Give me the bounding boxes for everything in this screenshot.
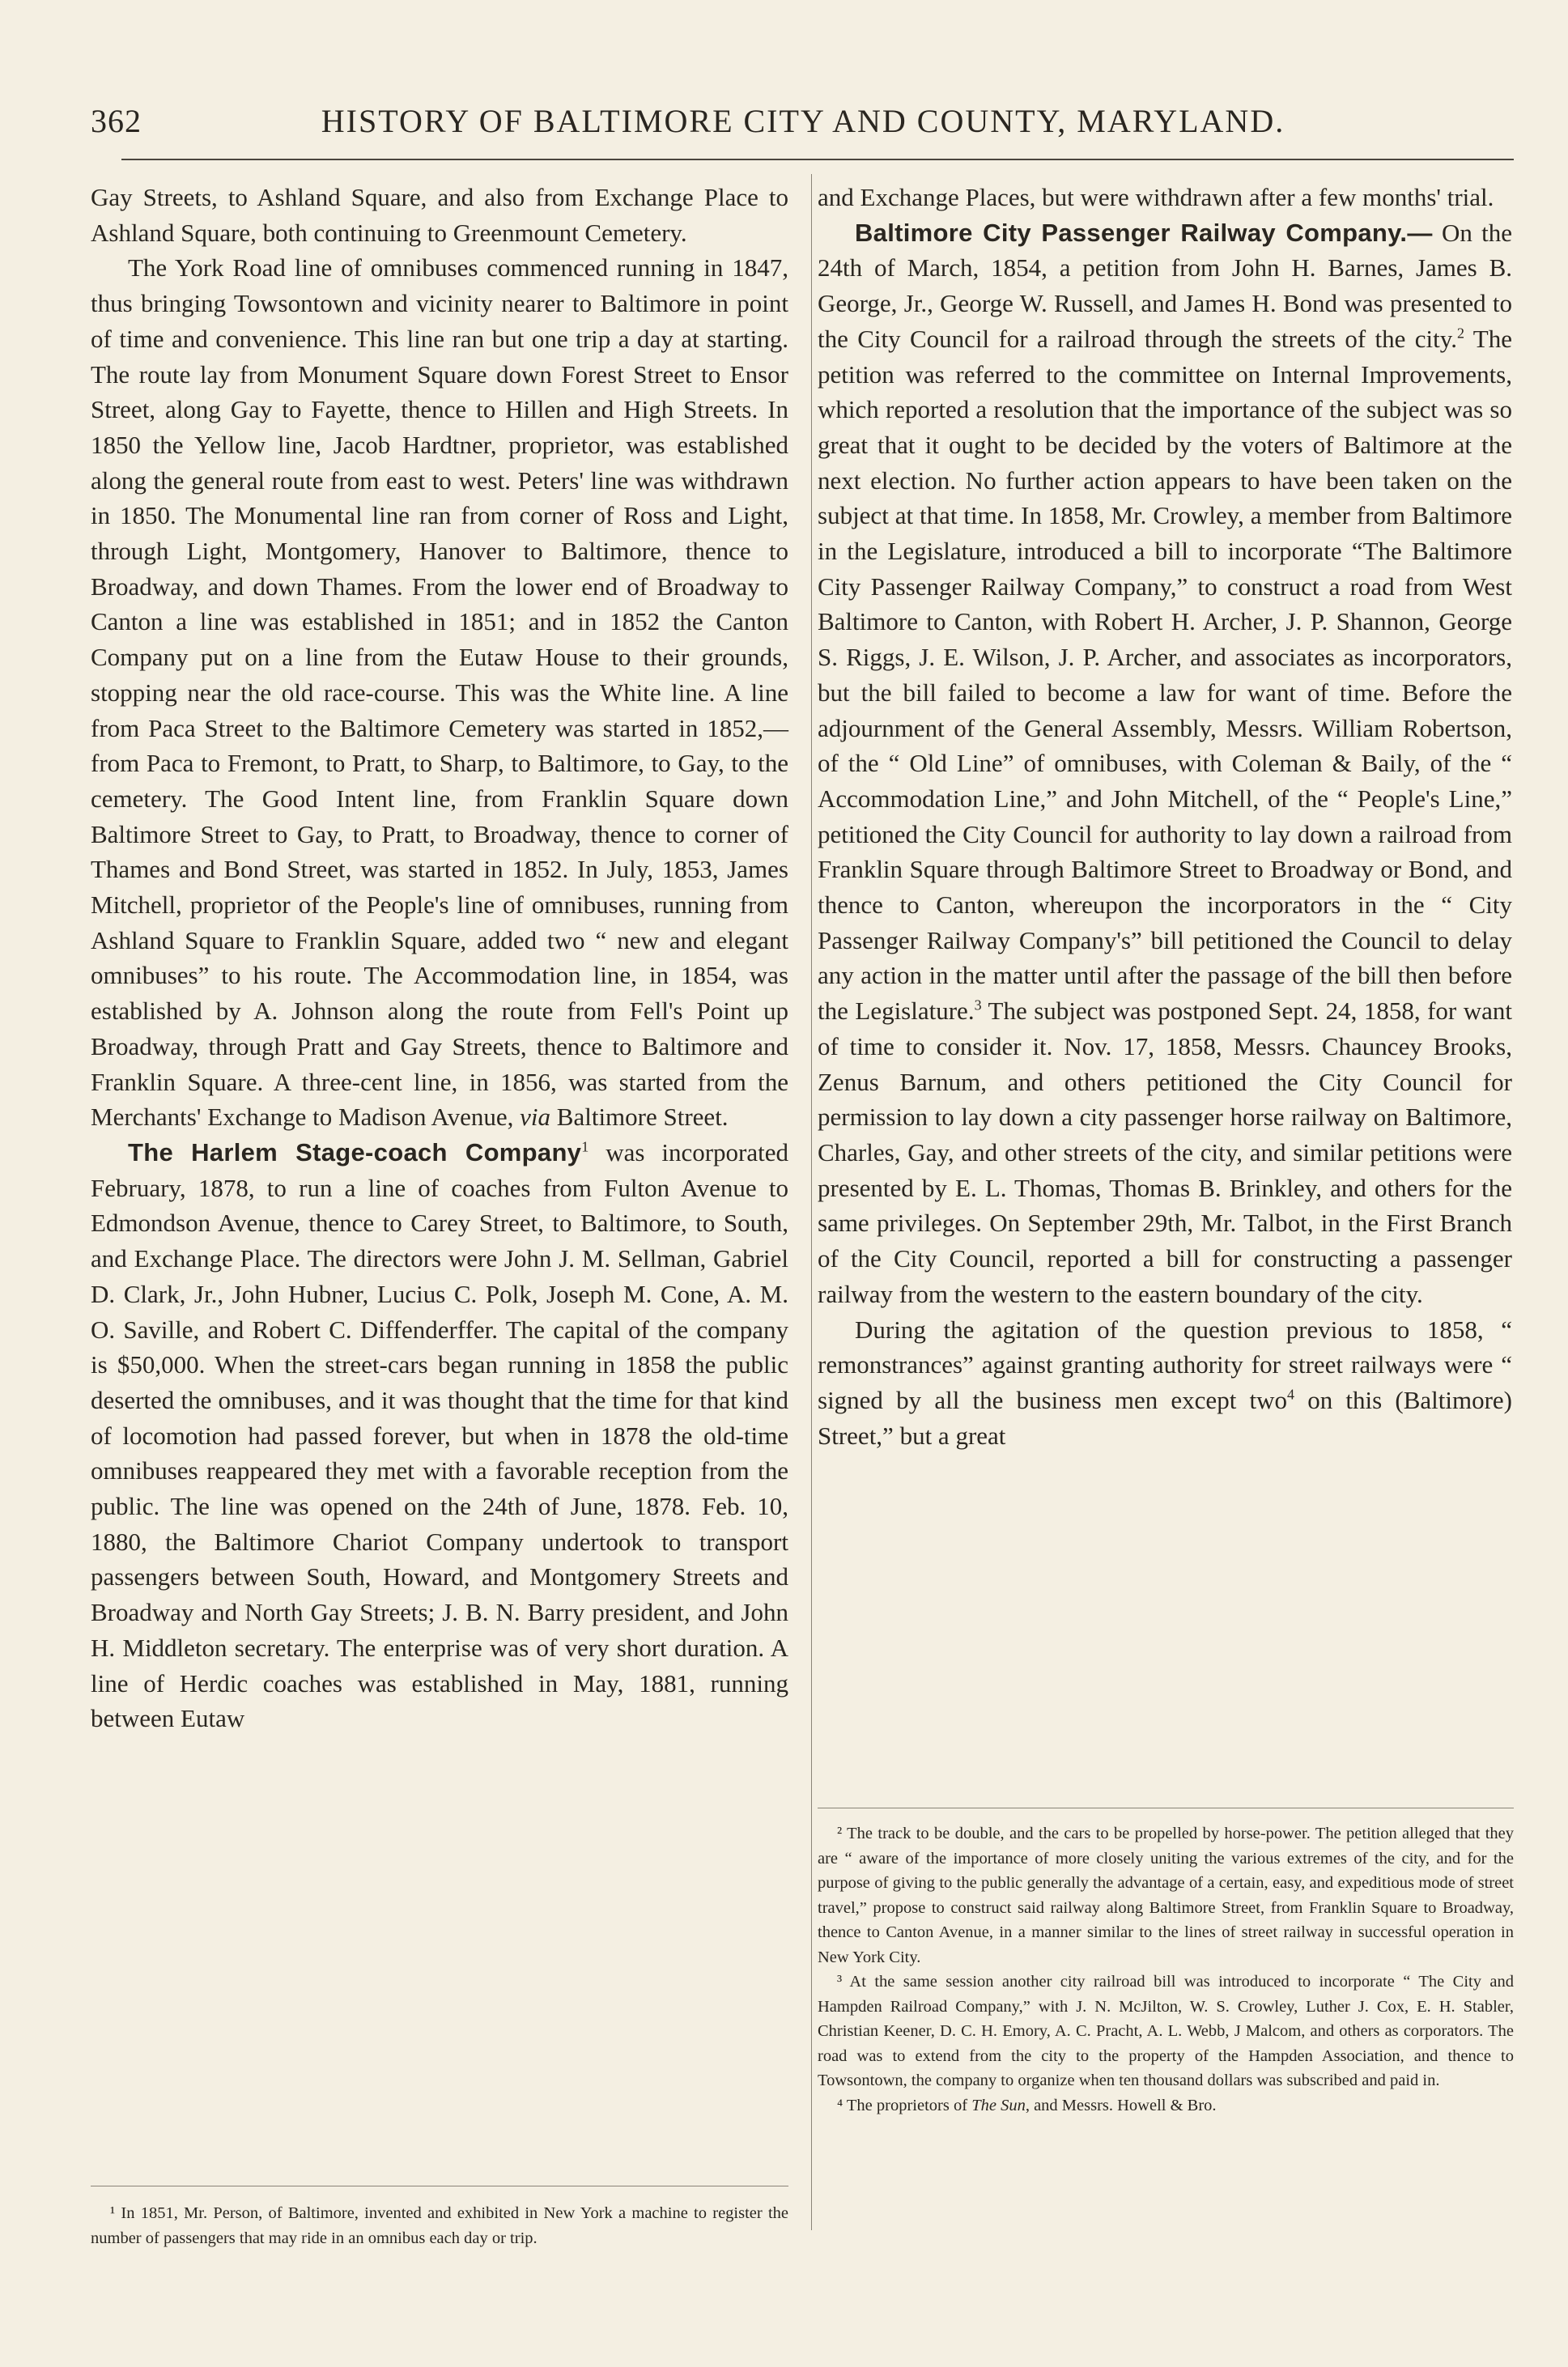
footnote-ref: 2 <box>1457 325 1464 342</box>
paragraph <box>91 250 788 1135</box>
running-title: HISTORY OF BALTIMORE CITY AND COUNTY, MARYLAND. <box>321 103 1285 139</box>
footnote: ¹ In 1851, Mr. Person, of Baltimore, invented and exhibited in New York a machine to register the number of passengers that may ride in an omnibus each day or trip. <box>91 2204 788 2247</box>
right-column <box>818 180 1512 1453</box>
footnote-ref: 1 <box>581 1138 589 1155</box>
footnotes-left <box>91 2186 788 2250</box>
footnote <box>818 2093 1514 2118</box>
section-heading: Baltimore City Passenger Railway Company.— <box>855 218 1433 247</box>
paragraph <box>91 1135 788 1736</box>
paragraph <box>818 1312 1512 1454</box>
paragraph <box>818 215 1512 1312</box>
italic-text: via <box>520 1103 551 1132</box>
text-run: The York Road line of omnibuses commenced running in 1847, thus bringing Towsontown and vicinity nearer to Baltimore in point of time and convenience. This line ran but one trip a day at starting. The route lay from Monument Square down Forest Street to Ensor Street, along Gay to Fayette, thence to Hillen and High Streets. In 1850 the Yellow line, Jacob Hardtner, proprietor, was established along the general route from east to west. Peters' line was withdrawn in 1850. The Monumental line ran from corner of Ross and Light, through Light, Montgomery, Hanover to Baltimore, thence to Broadway, and down Thames. From the lower end of Broadway to Canton a line was established in 1851; and in 1852 the Canton Company put on a line from the Eutaw House to their grounds, stopping near the old race-course. This was the White line. A line from Paca Street to the Baltimore Cemetery was started in 1852,—from Paca to Fremont, to Pratt, to Sharp, to Baltimore, to Gay, to the cemetery. The Good Intent line, from Franklin Square down Baltimore Street to Gay, to Pratt, to Broadway, thence to corner of Thames and Bond Street, was started in 1852. In July, 1853, James Mitchell, proprietor of the People's line of omnibuses, running from Ashland Square to Franklin Square, added two “ new and elegant omnibuses” to his route. The Accommodation line, in 1854, was established by A. Johnson along the route from Fell's Point up Broadway, through Pratt and Gay Streets, thence to Baltimore and Franklin Square. A three-cent line, in 1856, was started from the Merchants' Exchange to Madison Avenue, <box>91 253 788 1132</box>
page-number: 362 <box>91 103 142 139</box>
text-run: , and Messrs. Howell & Bro. <box>1025 2096 1217 2114</box>
footnote-ref: 4 <box>1287 1386 1294 1403</box>
text-run: During the agitation of the question previous to 1858, “ remonstrances” against granting authority for street railways were “ signed by all the business men except two <box>818 1315 1512 1414</box>
paragraph: Gay Streets, to Ashland Square, and also from Exchange Place to Ashland Square, both continuing to Greenmount Cemetery. <box>91 183 788 247</box>
paragraph: and Exchange Places, but were withdrawn after a few months' trial. <box>818 183 1494 211</box>
section-heading: The Harlem Stage-coach Company <box>128 1137 582 1167</box>
footnote-ref: 3 <box>974 997 982 1014</box>
footnote: ² The track to be double, and the cars to be propelled by horse-power. The petition alleged that they are “ aware of the importance of more closely uniting the various extremes of the city, and for the purpose of giving to the public generally the advantage of a certain, easy, and expeditious mode of street travel,” propose to construct said railway along Baltimore Street, from Franklin Square to Broadway, thence to Canton Avenue, in a manner similar to the lines of street railway in successful operation in New York City. <box>818 1825 1514 1966</box>
header-rule <box>121 159 1514 160</box>
text-run: Baltimore Street. <box>556 1103 729 1132</box>
text-run: On the 24th of March, 1854, a petition from John H. Barnes, James B. George, Jr., George W. Russell, and James H. Bond was presented to the City Council for a railroad through the streets of the city. <box>818 218 1512 353</box>
italic-text: The Sun <box>971 2096 1026 2114</box>
text-run: The subject was postponed Sept. 24, 1858, for want of time to consider it. Nov. 17, 1858, Messrs. Chauncey Brooks, Zenus Barnum, and others petitioned the City Council for permission to lay down a city passenger horse railway on Baltimore, Charles, Gay, and other streets of the city, and similar petitions were presented by E. L. Thomas, Thomas B. Brinkley, and others for the same privileges. On September 29th, Mr. Talbot, in the First Branch of the City Council, reported a bill for constructing a passenger railway from the western to the eastern boundary of the city. <box>818 997 1512 1308</box>
text-run: The petition was referred to the committee on Internal Improvements, which reported a resolution that the importance of the subject was so great that it ought to be decided by the voters of Baltimore at the next election. No further action appears to have been taken on the subject at that time. In 1858, Mr. Crowley, a member from Baltimore in the Legislature, introduced a bill to incorporate “The Baltimore City Passenger Railway Company,” to construct a road from West Baltimore to Canton, with Robert H. Archer, J. P. Shannon, George S. Riggs, J. E. Wilson, J. P. Archer, and associates as incorporators, but the bill failed to become a law for want of time. Before the adjournment of the General Assembly, Messrs. William Robertson, of the “ Old Line” of omnibuses, with Coleman & Baily, of the “ Accommodation Line,” and John Mitchell, of the “ People's Line,” petitioned the City Council for authority to lay down a railroad from Franklin Square through Baltimore Street to Broadway or Bond, and thence to Canton, whereupon the incorporators in the “ City Passenger Railway Company's” bill petitioned the Council to delay any action in the matter until after the passage of the bill then before the Legislature. <box>818 324 1512 1026</box>
text-run: on this (Baltimore) Street,” but a great <box>818 1385 1513 1450</box>
column-divider <box>811 174 812 2230</box>
footnote: ³ At the same session another city railroad bill was introduced to incorporate “ The City and Hampden Railroad Company,” with J. N. McJilton, W. S. Crowley, Luther J. Cox, E. H. Stabler, Christian Keener, D. C. H. Emory, A. C. Pracht, A. L. Webb, J Malcom, and others as corporators. The road was to extend from the city to the property of the Hampden Association, and thence to Towsontown, the company to organize when ten thousand dollars was subscribed and paid in. <box>818 1973 1514 2089</box>
footnotes-right <box>818 1808 1514 2118</box>
text-run: was incorporated February, 1878, to run a line of coaches from Fulton Avenue to Edmondson Avenue, thence to Carey Street, to Baltimore, to South, and Exchange Place. The directors were John J. M. Sellman, Gabriel D. Clark, Jr., John Hubner, Lucius C. Polk, Joseph M. Cone, A. M. O. Saville, and Robert C. Diffenderffer. The capital of the company is $50,000. When the street-cars began running in 1858 the public deserted the omnibuses, and it was thought that the time for that kind of locomotion had passed forever, but when in 1878 the old-time omnibuses reappeared they met with a favorable reception from the public. The line was opened on the 24th of June, 1878. Feb. 10, 1880, the Baltimore Chariot Company undertook to transport passengers between South, Howard, and Montgomery Streets and Broadway and North Gay Streets; J. B. N. Barry president, and John H. Middleton secretary. The enterprise was of very short duration. A line of Herdic coaches was established in May, 1881, running between Eutaw <box>91 1137 788 1733</box>
text-run: ⁴ The proprietors of <box>837 2096 968 2114</box>
left-column <box>91 180 788 1736</box>
